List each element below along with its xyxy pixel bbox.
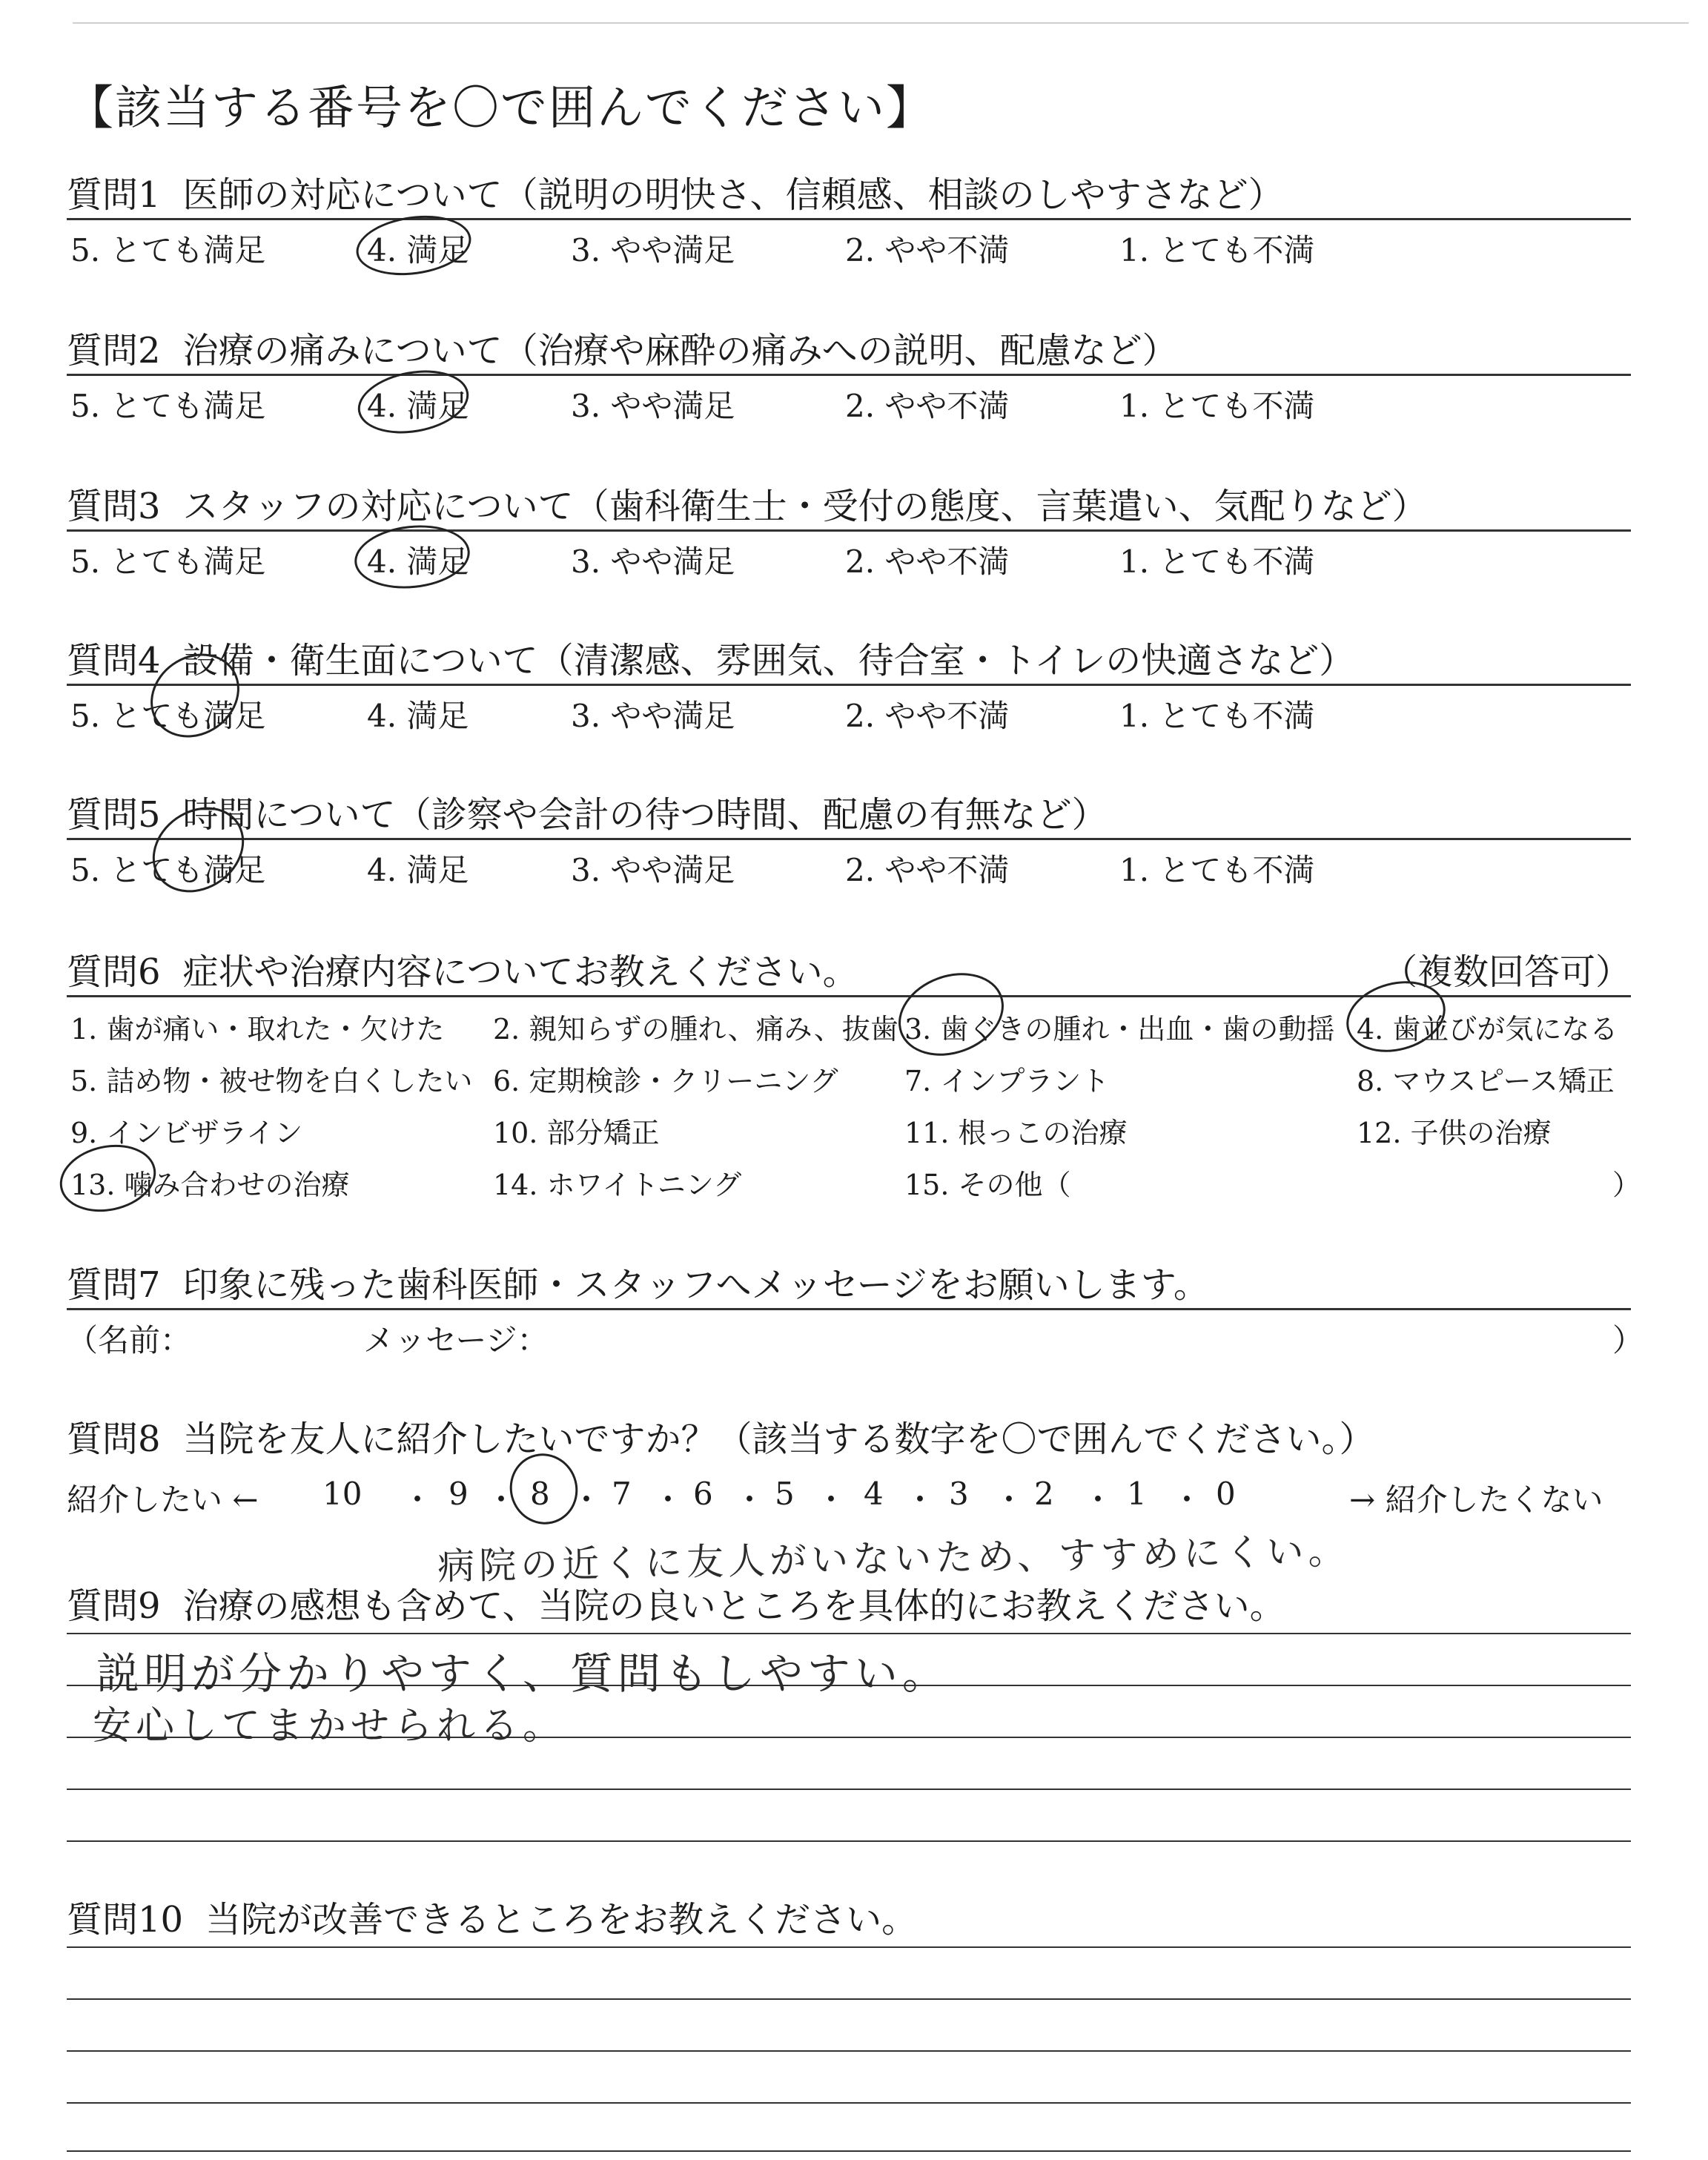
treatment-option-9[interactable]: 9. インビザライン bbox=[70, 1117, 303, 1149]
other-close-paren: ） bbox=[1612, 1169, 1641, 1201]
rating-options bbox=[67, 840, 1631, 888]
question-title: 質問6 症状や治療内容についてお教えください。 （複数回答可） bbox=[67, 949, 1631, 995]
question-title: 質問3 スタッフの対応について（歯科衛生士・受付の態度、言葉遣い、気配りなど） bbox=[67, 486, 1428, 527]
question-title: 質問7 印象に残った歯科医師・スタッフへメッセージをお願いします。 bbox=[67, 1264, 1209, 1306]
scale-5[interactable]: 5 bbox=[775, 1476, 795, 1512]
option-1[interactable]: 1. とても不満 bbox=[1119, 698, 1315, 734]
option-4[interactable]: 4. 満足 bbox=[367, 544, 469, 580]
treatment-option-10[interactable]: 10. 部分矯正 bbox=[493, 1117, 660, 1149]
scale-dot: ・ bbox=[652, 1482, 684, 1518]
answer-line bbox=[67, 1789, 1631, 1790]
question-1 bbox=[67, 172, 1631, 268]
question-title: 質問4 設備・衛生面について（清潔感、雰囲気、待合室・トイレの快適さなど） bbox=[67, 640, 1355, 681]
answer-line bbox=[67, 2050, 1631, 2052]
option-1[interactable]: 1. とても不満 bbox=[1119, 544, 1315, 580]
treatment-option-1[interactable]: 1. 歯が痛い・取れた・欠けた bbox=[70, 1013, 445, 1046]
rating-options bbox=[67, 376, 1631, 424]
treatment-option-3[interactable]: 3. 歯ぐきの腫れ・出血・歯の動揺 bbox=[904, 1013, 1335, 1046]
answer-line bbox=[67, 1633, 1631, 1634]
recommend-scale bbox=[67, 1476, 1631, 1520]
answer-line bbox=[67, 2102, 1631, 2104]
recommend-right-label: → 紹介したくない bbox=[1349, 1482, 1603, 1518]
scale-dot: ・ bbox=[734, 1482, 766, 1518]
answer-line bbox=[67, 2150, 1631, 2152]
option-4[interactable]: 4. 満足 bbox=[367, 388, 469, 424]
question-title: 質問9 治療の感想も含めて、当院の良いところを具体的にお教えください。 bbox=[67, 1585, 1285, 1627]
question-5 bbox=[67, 792, 1631, 888]
treatment-option-6[interactable]: 6. 定期検診・クリーニング bbox=[493, 1065, 838, 1097]
message-fields bbox=[67, 1310, 1644, 1358]
handwritten-answer-line-2: 安心してまかせられる。 bbox=[93, 1704, 566, 1748]
option-2[interactable]: 2. やや不満 bbox=[845, 852, 1010, 888]
option-5[interactable]: 5. とても満足 bbox=[70, 698, 266, 734]
option-1[interactable]: 1. とても不満 bbox=[1119, 388, 1315, 424]
scale-10[interactable]: 10 bbox=[322, 1476, 363, 1512]
scale-8[interactable]: 8 bbox=[530, 1476, 550, 1512]
treatment-option-12[interactable]: 12. 子供の治療 bbox=[1357, 1117, 1552, 1149]
name-label: （名前： bbox=[67, 1322, 192, 1358]
option-3[interactable]: 3. やや満足 bbox=[571, 232, 735, 268]
question-2 bbox=[67, 328, 1631, 424]
option-5[interactable]: 5. とても満足 bbox=[70, 232, 266, 268]
option-3[interactable]: 3. やや満足 bbox=[571, 698, 735, 734]
scale-dot: ・ bbox=[571, 1482, 603, 1518]
treatment-option-11[interactable]: 11. 根っこの治療 bbox=[904, 1117, 1128, 1149]
answer-line bbox=[67, 1840, 1631, 1842]
option-5[interactable]: 5. とても満足 bbox=[70, 388, 266, 424]
treatment-options bbox=[67, 997, 1641, 1205]
treatment-option-7[interactable]: 7. インプラント bbox=[904, 1065, 1110, 1097]
rating-options bbox=[67, 686, 1631, 734]
treatment-option-5[interactable]: 5. 詰め物・被せ物を白くしたい bbox=[70, 1065, 473, 1097]
option-2[interactable]: 2. やや不満 bbox=[845, 544, 1010, 580]
question-6 bbox=[67, 949, 1641, 1205]
option-3[interactable]: 3. やや満足 bbox=[571, 544, 735, 580]
scale-9[interactable]: 9 bbox=[448, 1476, 469, 1512]
treatment-option-13[interactable]: 13. 噛み合わせの治療 bbox=[70, 1169, 350, 1201]
answer-line bbox=[67, 1998, 1631, 2000]
page-top-edge bbox=[73, 22, 1689, 24]
scale-0[interactable]: 0 bbox=[1216, 1476, 1236, 1512]
rating-options bbox=[67, 532, 1631, 580]
scale-4[interactable]: 4 bbox=[864, 1476, 884, 1512]
treatment-option-2[interactable]: 2. 親知らずの腫れ、痛み、抜歯 bbox=[493, 1013, 898, 1046]
handwritten-recommend-comment: 病院の近くに友人がいないため、すすめにくい。 bbox=[437, 1529, 1350, 1588]
message-close-paren: ） bbox=[1612, 1322, 1644, 1358]
scale-6[interactable]: 6 bbox=[693, 1476, 713, 1512]
option-5[interactable]: 5. とても満足 bbox=[70, 852, 266, 888]
question-title: 質問5 時間について（診察や会計の待つ時間、配慮の有無など） bbox=[67, 794, 1108, 836]
option-4[interactable]: 4. 満足 bbox=[367, 852, 469, 888]
option-3[interactable]: 3. やや満足 bbox=[571, 852, 735, 888]
scale-dot: ・ bbox=[486, 1482, 517, 1518]
option-2[interactable]: 2. やや不満 bbox=[845, 698, 1010, 734]
option-2[interactable]: 2. やや不満 bbox=[845, 232, 1010, 268]
message-label: メッセージ： bbox=[363, 1322, 549, 1358]
scale-1[interactable]: 1 bbox=[1127, 1476, 1147, 1512]
handwritten-answer-line-1: 説明が分かりやすく、質問もしやすい。 bbox=[96, 1648, 950, 1699]
scale-dot: ・ bbox=[993, 1482, 1025, 1518]
scale-dot: ・ bbox=[402, 1482, 434, 1518]
treatment-option-4[interactable]: 4. 歯並びが気になる bbox=[1357, 1013, 1618, 1046]
scale-dot: ・ bbox=[1171, 1482, 1203, 1518]
question-title: 質問1 医師の対応について（説明の明快さ、信頼感、相談のしやすさなど） bbox=[67, 174, 1284, 216]
scale-dot: ・ bbox=[1082, 1482, 1114, 1518]
question-8 bbox=[67, 1416, 1631, 1462]
option-2[interactable]: 2. やや不満 bbox=[845, 388, 1010, 424]
treatment-option-8[interactable]: 8. マウスピース矯正 bbox=[1357, 1065, 1615, 1097]
question-3 bbox=[67, 483, 1631, 580]
answer-line bbox=[67, 1946, 1631, 1948]
scale-2[interactable]: 2 bbox=[1034, 1476, 1054, 1512]
question-title: 質問10 当院が改善できるところをお教えください。 bbox=[67, 1899, 918, 1941]
question-4 bbox=[67, 638, 1631, 734]
option-1[interactable]: 1. とても不満 bbox=[1119, 232, 1315, 268]
option-5[interactable]: 5. とても満足 bbox=[70, 544, 266, 580]
option-1[interactable]: 1. とても不満 bbox=[1119, 852, 1315, 888]
scale-dot: ・ bbox=[904, 1482, 936, 1518]
scale-7[interactable]: 7 bbox=[612, 1476, 632, 1512]
question-title: 質問2 治療の痛みについて（治療や麻酔の痛みへの説明、配慮など） bbox=[67, 330, 1178, 371]
option-4[interactable]: 4. 満足 bbox=[367, 698, 469, 734]
question-9 bbox=[67, 1583, 1631, 1629]
scale-dot: ・ bbox=[815, 1482, 847, 1518]
multiple-answers-note: （複数回答可） bbox=[1381, 951, 1631, 993]
option-4[interactable]: 4. 満足 bbox=[367, 232, 469, 268]
recommend-left-label: 紹介したい ← bbox=[67, 1482, 259, 1518]
question-7 bbox=[67, 1262, 1644, 1358]
question-title: 質問8 当院を友人に紹介したいですか？（該当する数字を〇で囲んでください。） bbox=[67, 1418, 1375, 1460]
question-10 bbox=[67, 1897, 1631, 1943]
rating-options bbox=[67, 220, 1631, 268]
page-title: 【該当する番号を〇で囲んでください】 bbox=[67, 81, 934, 135]
option-3[interactable]: 3. やや満足 bbox=[571, 388, 735, 424]
treatment-option-15[interactable]: 15. その他（ bbox=[904, 1169, 1071, 1201]
scale-3[interactable]: 3 bbox=[949, 1476, 969, 1512]
treatment-option-14[interactable]: 14. ホワイトニング bbox=[493, 1169, 742, 1201]
